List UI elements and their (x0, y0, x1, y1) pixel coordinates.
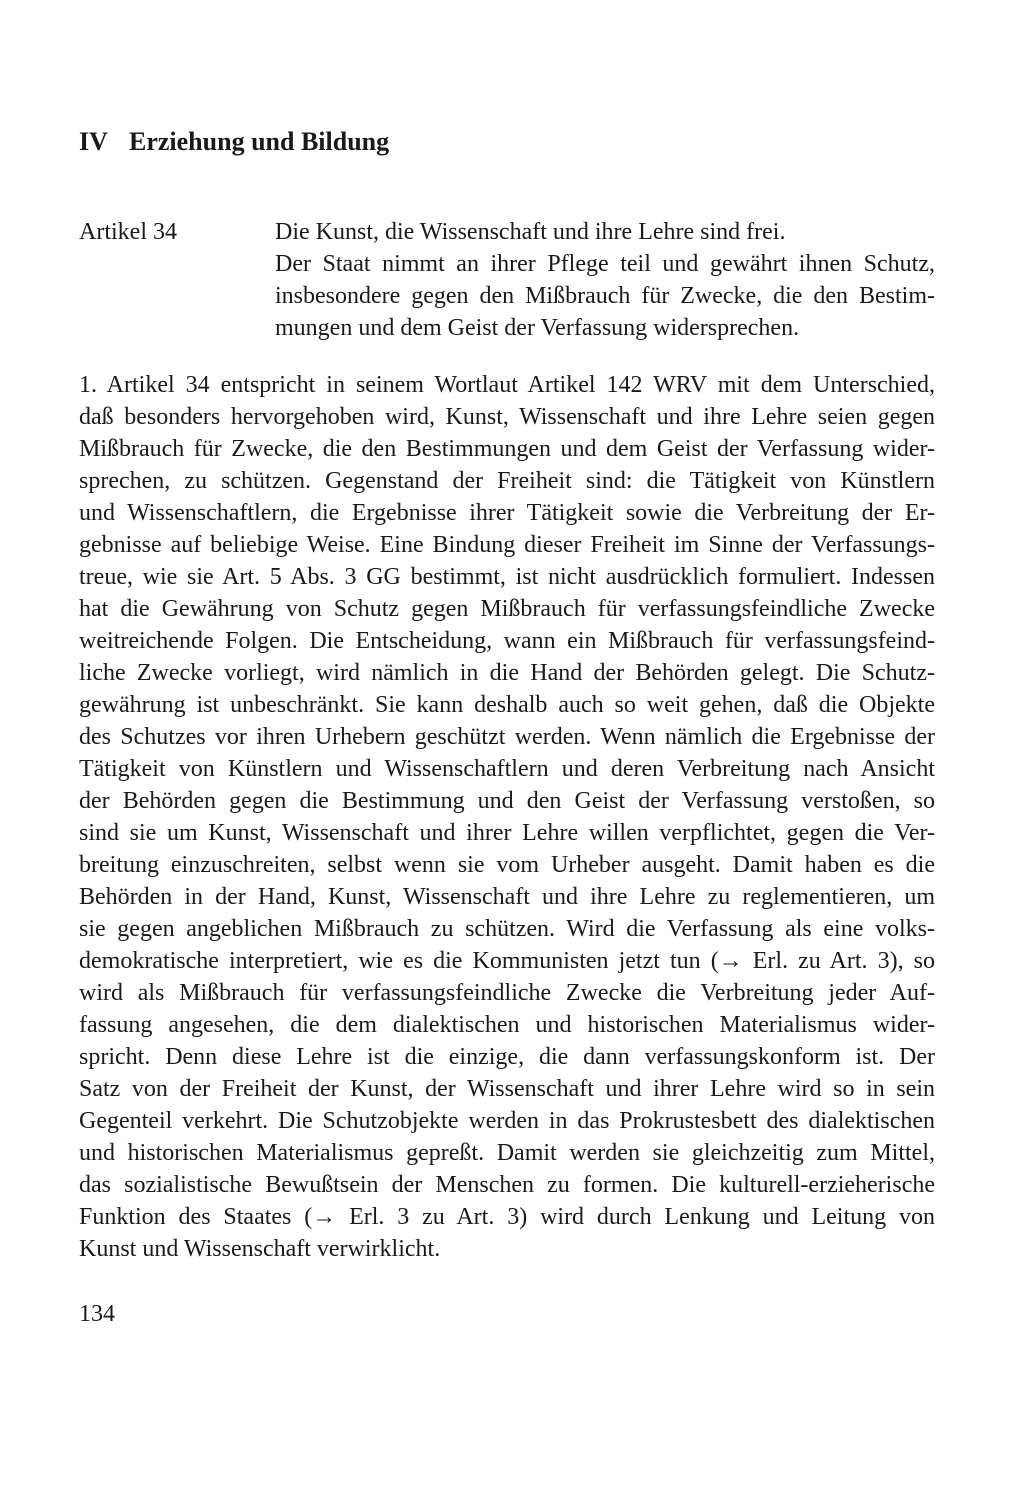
chapter-heading (79, 122, 779, 162)
commentary-line: und Wissenschaftlern, die Ergebnisse ihrer Tätigkeit sowie die Verbreitung der Er- (79, 500, 935, 526)
commentary-line: das sozialistische Bewußtsein der Menschen zu formen. Die kulturell-erzieherische (79, 1172, 935, 1198)
chapter-number: IV (79, 127, 108, 156)
article-line: insbesondere gegen den Mißbrauch für Zwecke, die den Bestim- (275, 283, 935, 309)
commentary-line: Behörden in der Hand, Kunst, Wissenschaft und ihre Lehre zu reglementieren, um (79, 884, 935, 910)
article-label: Artikel 34 (79, 219, 177, 245)
article-line: Die Kunst, die Wissenschaft und ihre Lehre sind frei. (275, 219, 786, 245)
article-text (275, 216, 935, 344)
commentary-line: treue, wie sie Art. 5 Abs. 3 GG bestimmt, ist nicht ausdrücklich formuliert. Indessen (79, 564, 935, 590)
commentary-line: Funktion des Staates (→ Erl. 3 zu Art. 3) wird durch Lenkung und Leitung von (79, 1204, 935, 1230)
commentary-line: liche Zwecke vorliegt, wird nämlich in die Hand der Behörden gelegt. Die Schutz- (79, 660, 935, 686)
commentary-line: wird als Mißbrauch für verfassungsfeindliche Zwecke die Verbreitung jeder Auf- (79, 980, 935, 1006)
commentary-line: Satz von der Freiheit der Kunst, der Wissenschaft und ihrer Lehre wird so in sein (79, 1076, 935, 1102)
commentary-line: sind sie um Kunst, Wissenschaft und ihrer Lehre willen verpflichtet, gegen die Ver- (79, 820, 935, 846)
commentary-paragraph (79, 369, 935, 1265)
commentary-line: Gegenteil verkehrt. Die Schutzobjekte werden in das Prokrustesbett des dialektischen (79, 1108, 935, 1134)
commentary-line: spricht. Denn diese Lehre ist die einzige, die dann verfassungskonform ist. Der (79, 1044, 935, 1070)
commentary-line: daß besonders hervorgehoben wird, Kunst, Wissenschaft und ihre Lehre seien gegen (79, 404, 935, 430)
commentary-line: gewährung ist unbeschränkt. Sie kann deshalb auch so weit gehen, daß die Objekte (79, 692, 935, 718)
commentary-line: hat die Gewährung von Schutz gegen Mißbrauch für verfassungsfeindliche Zwecke (79, 596, 935, 622)
commentary-line: und historischen Materialismus gepreßt. Damit werden sie gleichzeitig zum Mittel, (79, 1140, 935, 1166)
commentary-line: breitung einzuschreiten, selbst wenn sie vom Urheber ausgeht. Damit haben es die (79, 852, 935, 878)
commentary-line: Tätigkeit von Künstlern und Wissenschaftlern und deren Verbreitung nach Ansicht (79, 756, 935, 782)
commentary-line: der Behörden gegen die Bestimmung und den Geist der Verfassung verstoßen, so (79, 788, 935, 814)
commentary-line: des Schutzes vor ihren Urhebern geschützt werden. Wenn nämlich die Ergebnisse der (79, 724, 935, 750)
commentary-line: sprechen, zu schützen. Gegenstand der Freiheit sind: die Tätigkeit von Künstlern (79, 468, 935, 494)
chapter-title: Erziehung und Bildung (129, 127, 390, 156)
commentary-line: Kunst und Wissenschaft verwirklicht. (79, 1236, 441, 1262)
commentary-line: Mißbrauch für Zwecke, die den Bestimmungen und dem Geist der Verfassung wider- (79, 436, 935, 462)
commentary-line: fassung angesehen, die dem dialektischen und historischen Materialismus wider- (79, 1012, 935, 1038)
article-line: Der Staat nimmt an ihrer Pflege teil und gewährt ihnen Schutz, (275, 251, 935, 277)
commentary-line: weitreichende Folgen. Die Entscheidung, wann ein Mißbrauch für verfassungsfeind- (79, 628, 935, 654)
commentary-line: demokratische interpretiert, wie es die Kommunisten jetzt tun (→ Erl. zu Art. 3), so (79, 948, 935, 974)
commentary-line: gebnisse auf beliebige Weise. Eine Bindung dieser Freiheit im Sinne der Verfassungs- (79, 532, 935, 558)
article-line: mungen und dem Geist der Verfassung widersprechen. (275, 315, 800, 341)
page-number: 134 (79, 1301, 115, 1327)
commentary-line: sie gegen angeblichen Mißbrauch zu schützen. Wird die Verfassung als eine volks- (79, 916, 935, 942)
commentary-line: 1. Artikel 34 entspricht in seinem Wortlaut Artikel 142 WRV mit dem Unterschied, (79, 372, 935, 398)
